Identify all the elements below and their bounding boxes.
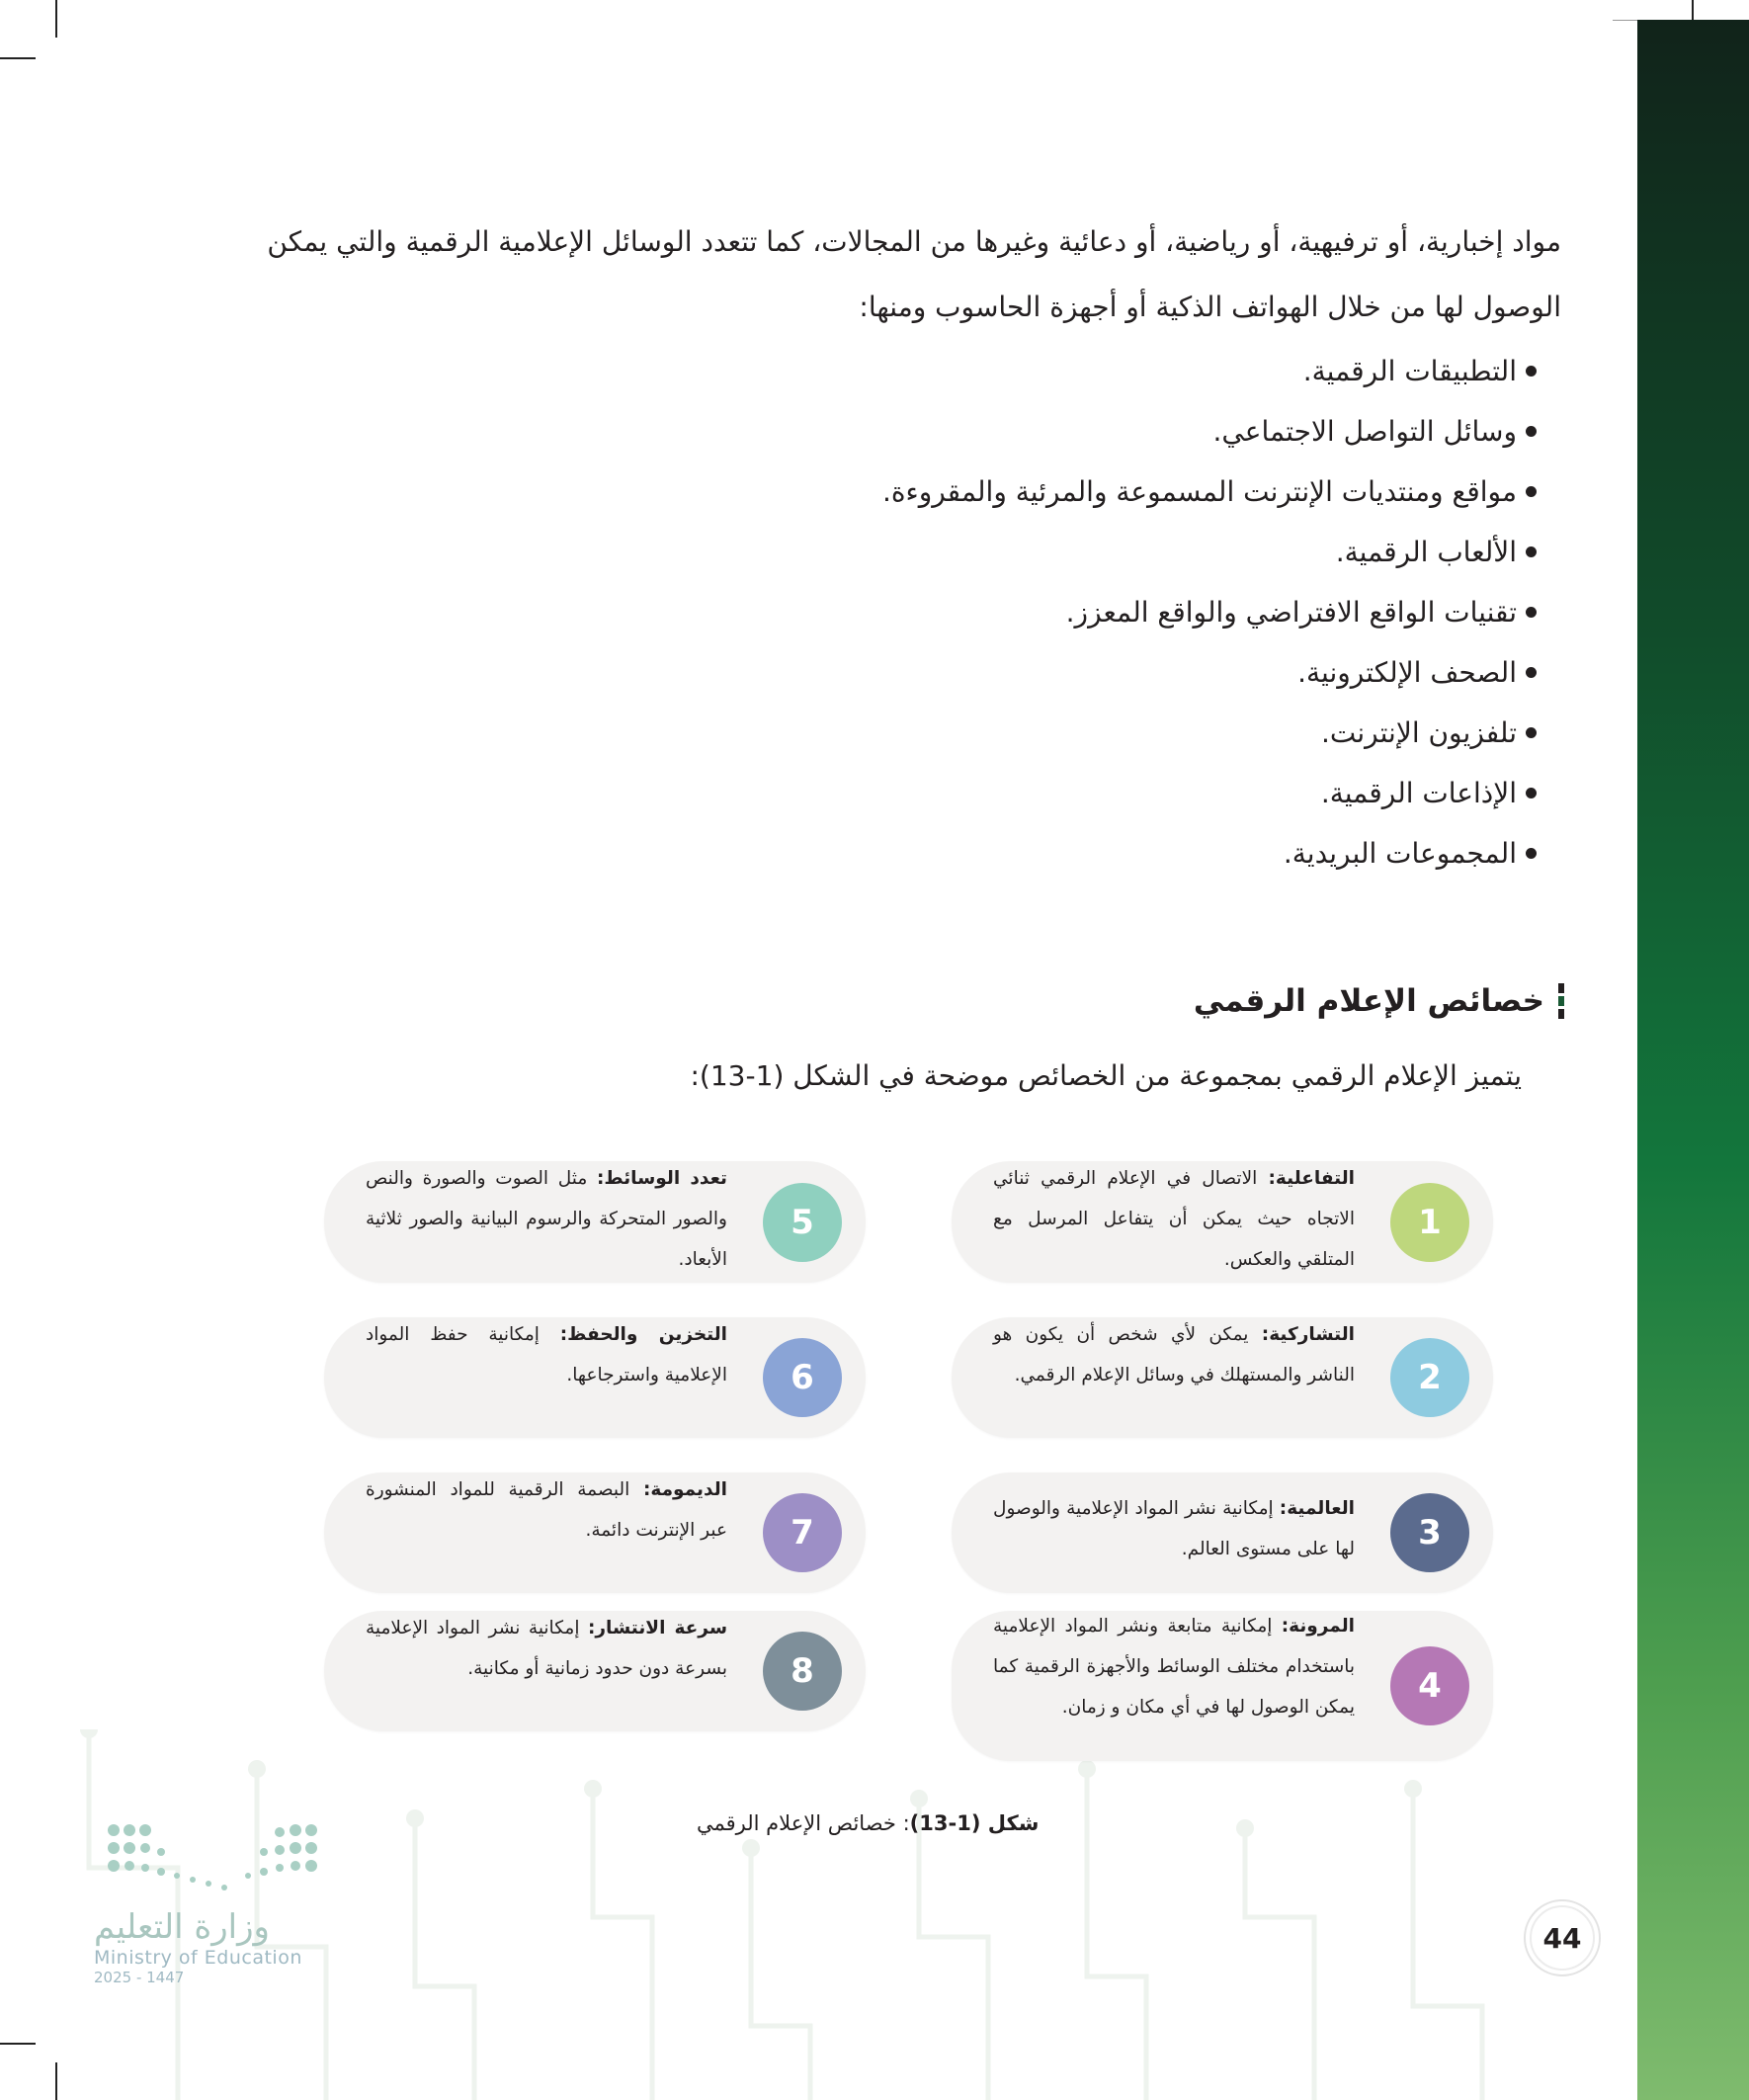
crop-mark <box>0 57 36 59</box>
bullet-icon <box>1526 727 1537 738</box>
media-list <box>882 341 1537 883</box>
crop-mark <box>55 0 57 38</box>
card-number-badge: 3 <box>1390 1493 1469 1572</box>
characteristic-card-5 <box>324 1161 866 1283</box>
page-number: 44 <box>1522 1897 1603 1978</box>
ministry-logo <box>94 1818 321 1986</box>
characteristic-card-8 <box>324 1611 866 1731</box>
bullet-icon <box>1526 667 1537 678</box>
card-number-badge: 8 <box>763 1632 842 1711</box>
card-number-badge: 1 <box>1390 1183 1469 1262</box>
card-text: العالمية: إمكانية نشر المواد الإعلامية والوصول لها على مستوى العالم. <box>993 1498 1355 1559</box>
characteristic-card-2 <box>952 1317 1493 1438</box>
intro-paragraph <box>247 210 1561 340</box>
card-text: التخزين والحفظ: إمكانية حفظ المواد الإعلامية واسترجاعها. <box>366 1324 728 1386</box>
figure-caption: شكل (1-13): خصائص الإعلام الرقمي <box>697 1811 1040 1835</box>
bullet-icon <box>1526 426 1537 437</box>
list-item: المجموعات البريدية. <box>882 823 1537 883</box>
bullet-icon <box>1526 486 1537 497</box>
ministry-dots-icon <box>104 1818 321 1897</box>
intro-line-2: الوصول لها من خلال الهواتف الذكية أو أجهزة الحاسوب ومنها: <box>859 291 1561 323</box>
characteristic-card-1 <box>952 1161 1493 1283</box>
card-text: التفاعلية: الاتصال في الإعلام الرقمي ثنائي الاتجاه حيث يمكن أن يتفاعل المرسل مع المتلقي والعكس. <box>993 1168 1355 1270</box>
characteristic-card-6 <box>324 1317 866 1438</box>
ministry-name-english: Ministry of Education <box>94 1947 302 1969</box>
characteristic-card-3 <box>952 1472 1493 1593</box>
card-text: تعدد الوسائط: مثل الصوت والصورة والنص والصور المتحركة والرسوم البيانية والصور ثلاثية الأبعاد. <box>366 1168 727 1270</box>
side-strip <box>1637 20 1749 2100</box>
ministry-years: 2025 - 1447 <box>94 1969 185 1986</box>
bullet-icon <box>1526 366 1537 377</box>
characteristic-card-4 <box>952 1611 1493 1761</box>
list-item: تلفزيون الإنترنت. <box>882 703 1537 763</box>
card-text: الديمومة: البصمة الرقمية للمواد المنشورة عبر الإنترنت دائمة. <box>366 1479 727 1541</box>
bullet-icon <box>1526 848 1537 859</box>
card-number-badge: 6 <box>763 1338 842 1417</box>
list-item: الإذاعات الرقمية. <box>882 763 1537 823</box>
card-number-badge: 5 <box>763 1183 842 1262</box>
card-number-badge: 2 <box>1390 1338 1469 1417</box>
section-lead: يتميز الإعلام الرقمي بمجموعة من الخصائص موضحة في الشكل (1-13): <box>690 1059 1522 1092</box>
list-item: تقنيات الواقع الافتراضي والواقع المعزز. <box>882 582 1537 642</box>
ministry-name-arabic: وزارة التعليم <box>94 1907 270 1947</box>
section-heading <box>1194 983 1564 1019</box>
list-item: الصحف الإلكترونية. <box>882 642 1537 703</box>
bullet-icon <box>1526 788 1537 798</box>
characteristic-card-7 <box>324 1472 866 1593</box>
list-item: وسائل التواصل الاجتماعي. <box>882 401 1537 462</box>
card-number-badge: 4 <box>1390 1646 1469 1725</box>
heading-marker-icon <box>1558 983 1564 1019</box>
list-item: مواقع ومنتديات الإنترنت المسموعة والمرئية والمقروءة. <box>882 462 1537 522</box>
card-text: المرونة: إمكانية متابعة ونشر المواد الإعلامية باستخدام مختلف الوسائط والأجهزة الرقمية كما يمكن الوصول لها في أي مكان و زمان. <box>993 1616 1355 1718</box>
card-number-badge: 7 <box>763 1493 842 1572</box>
card-text: التشاركية: يمكن لأي شخص أن يكون هو الناشر والمستهلك في وسائل الإعلام الرقمي. <box>993 1324 1355 1386</box>
bullet-icon <box>1526 607 1537 618</box>
intro-line-1: مواد إخبارية، أو ترفيهية، أو رياضية، أو دعائية وغيرها من المجالات، كما تتعدد الوسائل الإعلامية الرقمية والتي يمكن <box>267 225 1561 258</box>
list-item: التطبيقات الرقمية. <box>882 341 1537 401</box>
section-title: خصائص الإعلام الرقمي <box>1193 983 1544 1019</box>
bullet-icon <box>1526 546 1537 557</box>
card-text: سرعة الانتشار: إمكانية نشر المواد الإعلامية بسرعة دون حدود زمانية أو مكانية. <box>366 1618 728 1679</box>
list-item: الألعاب الرقمية. <box>882 522 1537 582</box>
